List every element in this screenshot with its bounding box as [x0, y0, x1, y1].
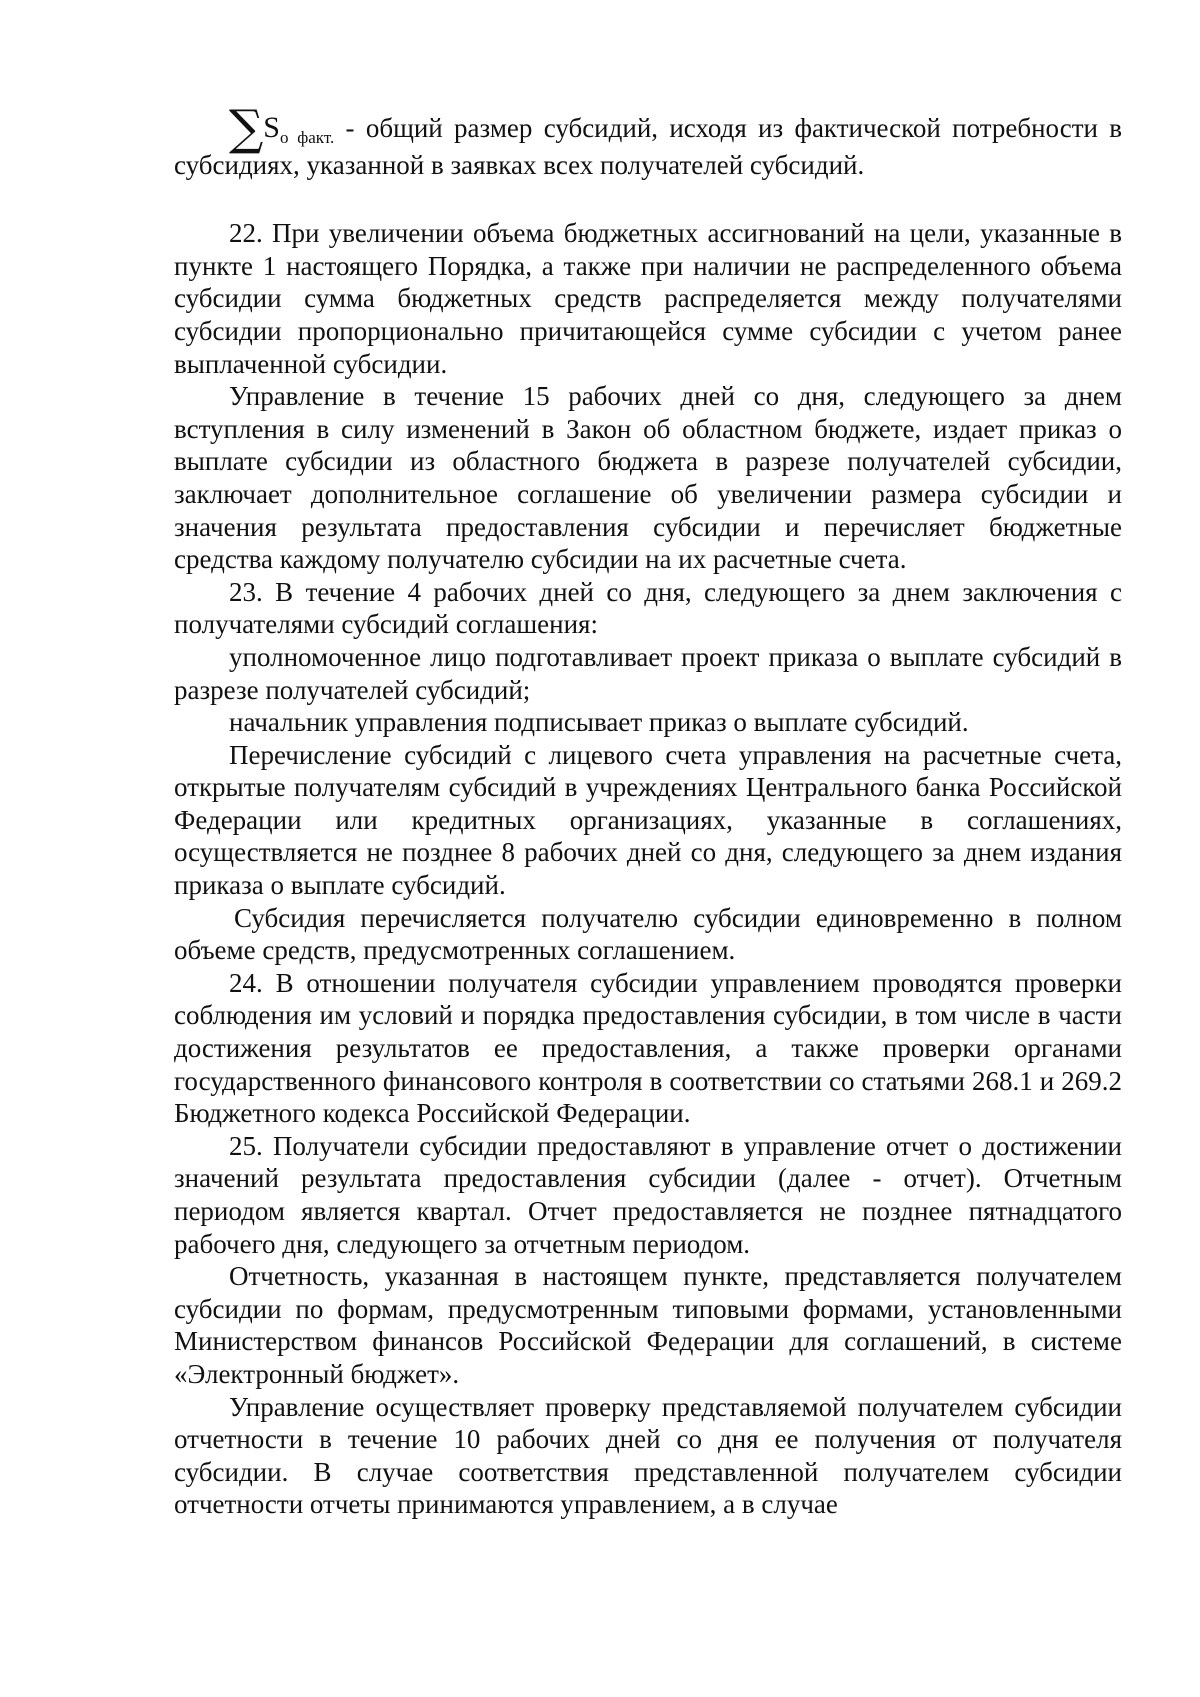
paragraph-23-lump-sum: Субсидия перечисляется получателю субсидии единовременно в полном объеме средств, предусмотренных соглашением. [174, 902, 1122, 966]
paragraph-25-verification: Управление осуществляет проверку представляемой получателем субсидии отчетности в течение 10 рабочих дней со дня ее получения от получателя субсидии. В случае соответствия представленной получателем субсидии отчетности отчеты принимаются управлением, а в случае [174, 1391, 1122, 1520]
paragraph-22-management: Управление в течение 15 рабочих дней со дня, следующего за днем вступления в силу изменений в Закон об областном бюджете, издает приказ о выплате субсидии из областного бюджета в разрезе получателей субсидии, заключает дополнительное соглашение об увеличении размера субсидии и значения результата предоставления субсидии и перечисляет бюджетные средства каждому получателю субсидии на их расчетные счета. [174, 381, 1122, 575]
paragraph-24: 24. В отношении получателя субсидии управлением проводятся проверки соблюдения им условий и порядка предоставления субсидии, в том числе в части достижения результатов ее предоставления, а также проверки органами государственного финансового контроля в соответствии со статьями 268.1 и 269.2 Бюджетного кодекса Российской Федерации. [174, 967, 1122, 1129]
paragraph-25: 25. Получатели субсидии предоставляют в управление отчет о достижении значений результата предоставления субсидии (далее - отчет). Отчетным периодом является квартал. Отчет предоставляется не позднее пятнадцатого рабочего дня, следующего за отчетным периодом. [174, 1130, 1122, 1259]
formula-definition [174, 100, 1122, 181]
paragraph-22: 22. При увеличении объема бюджетных ассигнований на цели, указанные в пункте 1 настоящего Порядка, а также при наличии не распределенного объема субсидии сумма бюджетных средств распределяется между получателями субсидии пропорционально причитающейся сумме субсидии с учетом ранее выплаченной субсидии. [174, 218, 1122, 379]
paragraph-23-transfer: Перечисление субсидий с лицевого счета управления на расчетные счета, открытые получателям субсидий в учреждениях Центрального банка Российской Федерации или кредитных организациях, указанные в соглашениях, осуществляется не позднее 8 рабочих дней со дня, следующего за днем издания приказа о выплате субсидий. [174, 739, 1122, 901]
formula-subscript: о факт. [279, 128, 335, 147]
document-page [174, 100, 1122, 1521]
spacer [174, 181, 1122, 217]
sigma-symbol: ∑ [229, 100, 264, 156]
paragraph-23-head-signs: начальник управления подписывает приказ о выплате субсидий. [229, 707, 969, 738]
formula-definition-text: - общий размер субсидий, исходя из фактической потребности в субсидиях, указанной в заявках всех получателей субсидий. [174, 113, 1122, 180]
paragraph-23-authorized-person: уполномоченное лицо подготавливает проект приказа о выплате субсидий в разрезе получателей субсидий; [174, 641, 1122, 705]
paragraph-23: 23. В течение 4 рабочих дней со дня, следующего за днем заключения с получателями субсидий соглашения: [174, 576, 1122, 640]
paragraph-25-reporting-forms: Отчетность, указанная в настоящем пункте, представляется получателем субсидии по формам, предусмотренным типовыми формами, установленными Министерством финансов Российской Федерации для соглашений, в системе «Электронный бюджет». [174, 1261, 1122, 1389]
formula-variable: S [263, 111, 280, 144]
